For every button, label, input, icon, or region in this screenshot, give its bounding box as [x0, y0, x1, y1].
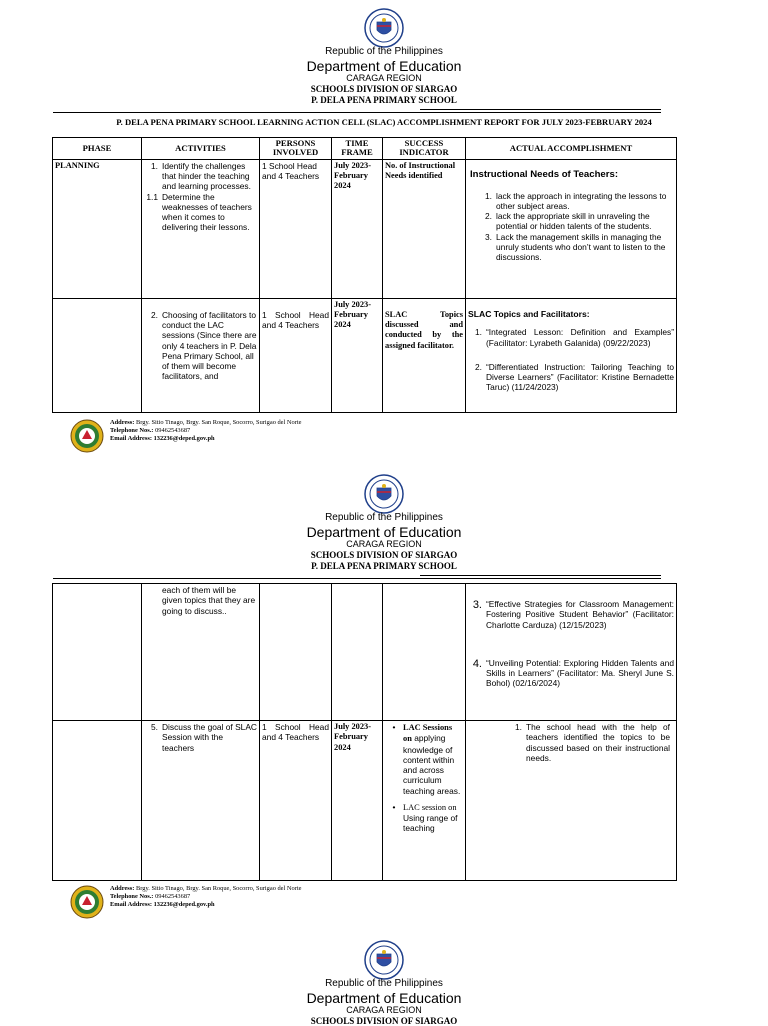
table-row: [53, 721, 677, 881]
region-text: CARAGA REGION: [346, 539, 422, 549]
actual-cell: [466, 159, 677, 298]
actual-list: [468, 599, 674, 689]
footer-contact: [110, 885, 301, 909]
activity-text: Discuss the goal of SLAC Session with the teachers: [162, 722, 257, 753]
list-item: [468, 658, 674, 689]
success-cell: [383, 584, 466, 721]
accomplishment-table: [52, 583, 677, 881]
region-text: CARAGA REGION: [346, 73, 422, 83]
telephone-text: 09462543687: [155, 893, 191, 900]
header-persons: PERSONS INVOLVED: [260, 138, 332, 160]
item-text: lack the approach in integrating the lessons to other subject areas.: [496, 190, 667, 211]
item-number: 1.: [515, 722, 522, 732]
activity-subtext: Determine the weaknesses of teachers when it comes to delivering their lessons.: [162, 191, 252, 233]
success-cell: [383, 298, 466, 412]
phase-cell: PLANNING: [53, 159, 142, 298]
email-label: Email Address:: [110, 901, 152, 908]
department-title: Department of Education: [306, 58, 462, 74]
department-title: Department of Education: [306, 524, 462, 540]
success-bullet: [385, 722, 463, 796]
item-number: 5.: [151, 722, 158, 732]
address-label: Address:: [110, 419, 135, 426]
school-text: P. DELA PENA PRIMARY SCHOOL: [311, 561, 457, 571]
header-success: SUCCESS INDICATOR: [383, 138, 466, 160]
table-header-row: [53, 138, 677, 160]
division-text: SCHOOLS DIVISION OF SIARGAO: [310, 1016, 458, 1026]
item-number: 2.: [475, 361, 482, 372]
success-cell: [383, 721, 466, 881]
success-bullet: [385, 802, 463, 834]
activity-cell: [142, 159, 260, 298]
header-rule: [53, 578, 661, 579]
telephone-label: Telephone Nos.:: [110, 427, 154, 434]
actual-text: The school head with the help of teachers identified the topics to be discussed based on their instructional needs.: [526, 722, 670, 763]
list-item: [468, 327, 674, 348]
telephone-label: Telephone Nos.:: [110, 893, 154, 900]
header-actual: ACTUAL ACCOMPLISHMENT: [466, 138, 677, 160]
phase-cell: [53, 584, 142, 721]
list-item: [468, 362, 674, 393]
success-text: applying knowledge of content within and across curriculum teaching areas.: [403, 733, 461, 796]
header-rule-accent: [420, 109, 661, 110]
persons-cell: [260, 584, 332, 721]
division-text: SCHOOLS DIVISION OF SIARGAO: [310, 84, 458, 94]
footer-contact: [110, 419, 301, 443]
phase-cell: [53, 298, 142, 412]
bullet-icon: •: [392, 722, 396, 732]
item-number: 1.1: [146, 191, 158, 202]
header-phase: PHASE: [53, 138, 142, 160]
persons-cell: 1 School Head and 4 Teachers: [260, 159, 332, 298]
address-text: Brgy. Sitio Tinago, Brgy. San Roque, Socorro, Surigao del Norte: [136, 419, 302, 426]
item-number: 1.: [485, 190, 492, 201]
division-text: SCHOOLS DIVISION OF SIARGAO: [310, 550, 458, 560]
page-3: [0, 932, 768, 1024]
page-2: [0, 466, 768, 936]
bullet-icon: •: [392, 801, 396, 812]
list-item: [478, 211, 674, 232]
header-activities: ACTIVITIES: [142, 138, 260, 160]
activity-text: Choosing of facilitators to conduct the LAC sessions (Since there are only 4 teachers in P. Dela Pena Primary School, all of them will become facilitators, and: [162, 309, 257, 382]
item-number: 3.: [485, 231, 492, 242]
school-text: P. DELA PENA PRIMARY SCHOOL: [311, 95, 457, 105]
republic-text: Republic of the Philippines: [325, 46, 443, 57]
item-text: “Effective Strategies for Classroom Management: Fostering Positive Student Behavior” (Facilitator: Charlotte Carduza) (12/15/2023): [486, 599, 674, 630]
table-row: [53, 298, 677, 412]
page-footer: [70, 419, 470, 455]
address-text: Brgy. Sitio Tinago, Brgy. San Roque, Socorro, Surigao del Norte: [136, 885, 302, 892]
activity-text: Identify the challenges that hinder the teaching and learning processes.: [162, 160, 251, 192]
item-text: Lack the management skills in managing the unruly students who don’t want to listen to the discussions.: [496, 231, 666, 263]
item-number: 3.: [472, 599, 482, 611]
item-text: “Unveiling Potential: Exploring Hidden Talents and Skills in Learners” (Facilitator: Ma. Sheryl June S. Bohol) (02/16/2024): [486, 657, 674, 689]
activity-text: each of them will be given topics that they are going to discuss..: [162, 585, 256, 616]
address-label: Address:: [110, 885, 135, 892]
success-text: Using range of teaching: [403, 813, 458, 834]
activity-cell: [142, 584, 260, 721]
success-serif-text: LAC session on: [403, 802, 457, 812]
table-row: [53, 584, 677, 721]
actual-title: SLAC Topics and Facilitators:: [468, 308, 590, 319]
school-logo-icon: [70, 419, 104, 453]
page-1: [0, 0, 768, 466]
school-logo-icon: [70, 885, 104, 919]
list-item: [478, 232, 674, 263]
header-rule: [53, 112, 661, 113]
email-label: Email Address:: [110, 435, 152, 442]
actual-cell: [466, 298, 677, 412]
header-rule-accent: [420, 575, 661, 576]
region-text: CARAGA REGION: [346, 1005, 422, 1015]
item-text: lack the appropriate skill in unraveling the potential or hidden talents of the students.: [496, 211, 652, 232]
deped-seal-icon: [364, 940, 404, 980]
actual-cell: [466, 721, 677, 881]
activity-cell: [142, 298, 260, 412]
item-number: 2.: [485, 211, 492, 222]
department-title: Department of Education: [306, 990, 462, 1006]
item-text: “Differentiated Instruction: Tailoring Teaching to Diverse Learners” (Facilitator: Kristine Bernadette Taruc) (11/24/2023): [486, 361, 674, 393]
actual-list: [468, 191, 674, 263]
item-number: 1.: [151, 160, 158, 171]
republic-text: Republic of the Philippines: [325, 512, 443, 523]
actual-list: [468, 327, 674, 392]
success-text: SLAC Topics discussed and conducted by the assigned facilitator.: [385, 309, 463, 350]
persons-cell: 1 School Head and 4 Teachers: [260, 721, 332, 881]
page-footer: [70, 885, 470, 921]
item-number: 2.: [151, 309, 158, 320]
report-title: P. DELA PENA PRIMARY SCHOOL LEARNING ACTION CELL (SLAC) ACCOMPLISHMENT REPORT FOR JULY 2023-FEBRUARY 2024: [116, 117, 652, 127]
time-cell: July 2023-February 2024: [332, 721, 383, 881]
deped-seal-icon: [364, 8, 404, 48]
success-cell: No. of Instructional Needs identified: [383, 159, 466, 298]
time-cell: [332, 584, 383, 721]
header-time: TIME FRAME: [332, 138, 383, 160]
success-bold-text: LAC Sessions on: [403, 723, 453, 744]
email-text: 132236@deped.gov.ph: [153, 435, 215, 442]
email-text: 132236@deped.gov.ph: [153, 901, 215, 908]
time-cell: July 2023-February 2024: [332, 159, 383, 298]
actual-cell: [466, 584, 677, 721]
persons-cell: [260, 298, 332, 412]
list-item: [468, 599, 674, 630]
activity-cell: [142, 721, 260, 881]
persons-text: 1 School Head and 4 Teachers: [262, 309, 329, 331]
deped-seal-icon: [364, 474, 404, 514]
item-number: 1.: [475, 327, 482, 338]
time-cell: July 2023-February 2024: [332, 298, 383, 412]
republic-text: Republic of the Philippines: [325, 978, 443, 989]
item-number: 4.: [472, 657, 482, 670]
actual-title: Instructional Needs of Teachers:: [470, 168, 619, 180]
table-row: [53, 159, 677, 298]
item-text: “Integrated Lesson: Definition and Examples” (Facilitator: Lyrabeth Galanida) (09/22/2023): [486, 327, 674, 348]
telephone-text: 09462543687: [155, 427, 191, 434]
accomplishment-table: [52, 137, 677, 413]
phase-cell: [53, 721, 142, 881]
list-item: [478, 191, 674, 212]
